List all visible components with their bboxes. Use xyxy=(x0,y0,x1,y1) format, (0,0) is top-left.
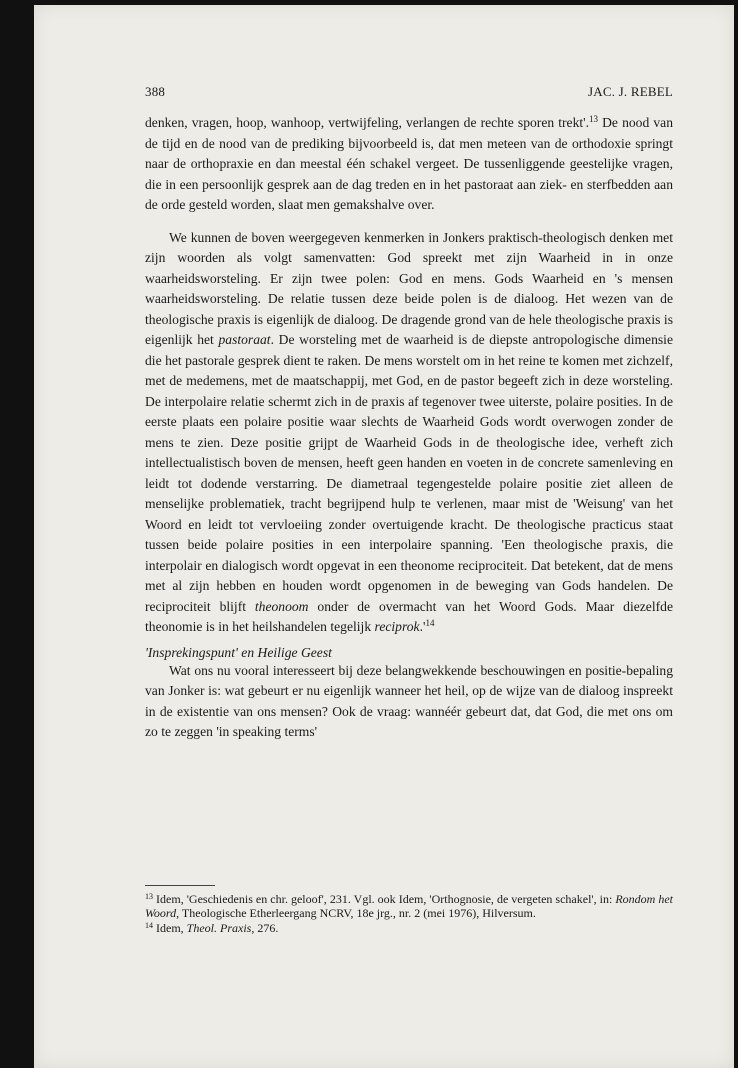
book-page xyxy=(34,5,734,1068)
footnotes xyxy=(145,885,673,935)
body-text xyxy=(145,113,673,743)
text-run: .' xyxy=(419,619,426,634)
text-run: Idem, 'Geschiedenis en chr. geloof', 231. Vgl. ook Idem, 'Orthognosie, de vergeten schakel', in: xyxy=(156,892,616,906)
footnote-rule xyxy=(145,885,215,886)
emphasis: reciprok xyxy=(374,619,420,634)
text-run: 276. xyxy=(254,920,279,935)
text-run: De nood van de tijd en de nood van de prediking bijvoorbeeld is, dat men meteen van de orthodoxie springt naar de orthopraxie en dan meestal één schakel vergeet. De tussenliggende geestelijke vragen, die in een persoonlijk gesprek aan de dag treden en in het pastoraat aan ziek- en sterfbedden aan de orde gesteld worden, slaat men gemakshalve over. xyxy=(145,115,673,212)
paragraph: Wat ons nu vooral interesseert bij deze belangwekkende beschouwingen en positie-bepaling van Jonker is: wat gebeurt er nu eigenlijk wanneer het heil, op de wijze van de dialoog inspreekt in de existentie van ons mensen? Ook de vraag: wannéér gebeurt dat, dat God, die met ons om zo te zeggen 'in speaking terms' xyxy=(145,662,673,739)
paragraph xyxy=(145,228,673,638)
footnote-ref: 14 xyxy=(425,618,435,628)
emphasis: theonoom xyxy=(254,598,309,614)
emphasis: Theol. Praxis, xyxy=(186,920,255,935)
section-heading: 'Insprekingspunt' en Heilige Geest xyxy=(145,644,332,660)
emphasis: pastoraat xyxy=(218,332,271,347)
text-run: We kunnen de boven weergegeven kenmerken in Jonkers praktisch-theologisch denken met zijn woorden als volgt samenvatten: God spreekt met zijn Waarheid in in onze waarheidsworsteling. Er zijn twee polen: God en mens. Gods Waarheid en 's mensen waarheidsworsteling. De relatie tussen deze beide polen is de dialoog. Het wezen van de theologische praxis is eigenlijk de dialoog. De dragende grond van de hele theologische praxis is eigenlijk het xyxy=(145,229,673,347)
footnote-number: 13 xyxy=(145,892,153,901)
text-run: denken, vragen, hoop, wanhoop, vertwijfeling, verlangen de rechte sporen trekt'. xyxy=(145,115,590,130)
emphasis: Rondom het Woord, xyxy=(145,892,674,921)
text-run: Theologische Etherleergang NCRV, 18e jrg., nr. 2 (mei 1976), Hilversum. xyxy=(179,906,536,921)
text-run: . De worsteling met de waarheid is de diepste antropologische dimensie die het pastorale gesprek dient te raken. De mens worstelt om in het reine te komen met zichzelf, met de medemens, met de maatschappij, met God, en de pastor begeeft zich in deze worsteling. De interpolaire relatie schermt zich in de praxis af tegenover twee uiterste, polaire posities. In de eerste plaats een polaire positie waar slechts de Waarheid Gods wordt overwogen zonder de mens te zien. Deze positie grijpt de Waarheid Gods in de theologische idee, verheft zich intellectualistisch boven de mensen, heeft geen handen en voeten in de concrete samenleving en leidt tot dodende verstarring. De diametraal tegengestelde polaire positie ziet alleen de menselijke problematiek, tracht begrijpend hulp te verlenen, maar mist de 'Weisung' van het Woord en leidt tot vervloeiing zonder overtuigende kracht. De theologische practicus staat tussen beide polaire posities in een interpolaire spanning. 'Een theologische praxis, die interpolair en dialogisch wordt opgevat in een theonome reciprociteit. Dat betekent, dat de mens met al zijn hebben en houden wordt opgenomen in de beweging van Gods handelen. De reciprociteit blijft xyxy=(145,332,673,614)
footnote xyxy=(145,921,673,935)
page-number: 388 xyxy=(145,84,166,99)
footnote-ref: 13 xyxy=(589,114,599,124)
text-run: Idem, xyxy=(156,920,187,935)
text-run: onder de overmacht van het Woord Gods. Maar diezelfde theonomie is in het heilshandelen tegelijk xyxy=(145,598,673,634)
footnote xyxy=(145,892,673,921)
running-head-author: JAC. J. REBEL xyxy=(588,84,673,99)
footnote-number: 14 xyxy=(145,920,153,930)
paragraph xyxy=(145,113,673,216)
